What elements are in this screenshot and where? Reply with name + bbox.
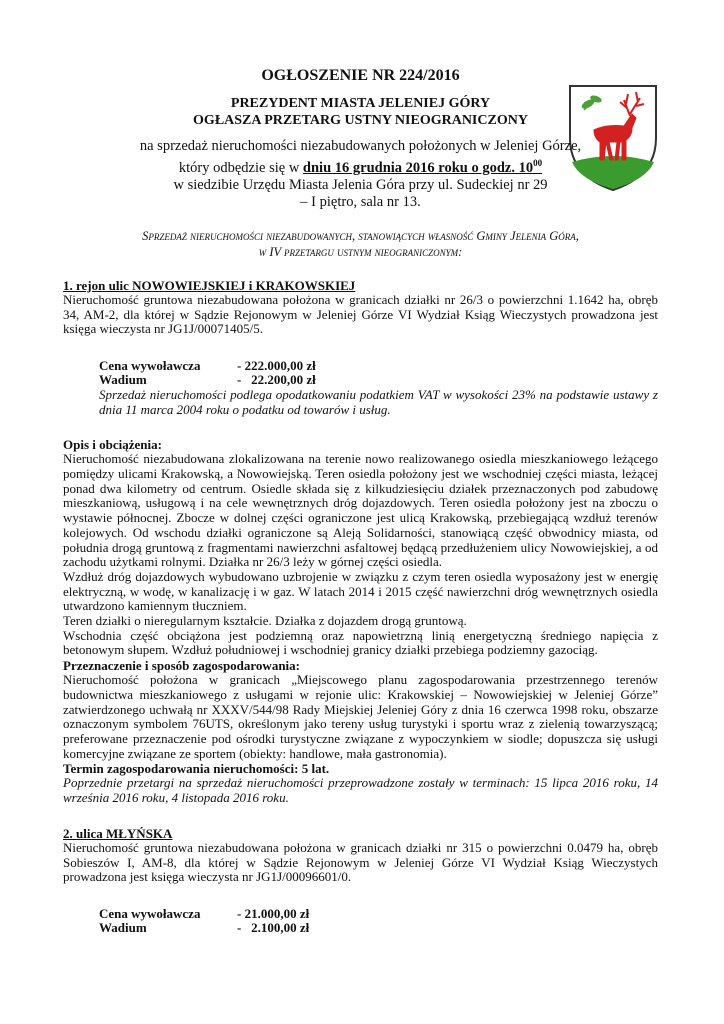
intro-line-b [63, 155, 658, 177]
opis-paragraph-2: Wzdłuż dróg dojazdowych wybudowano uzbrojenie w związku z czym teren osiedla wyposażony jest w energię elektryczną, w wodę, w kanalizację i w gaz. W latach 2014 i 2015 część nawierzchni dróg wewnętrznych osiedla utwardzono kamiennym tłuczniem. [63, 568, 658, 614]
auction-date [303, 160, 542, 176]
deposit-label: Wadium [99, 920, 147, 936]
section-2 [63, 826, 658, 936]
przeznaczenie-title: Przeznaczenie i sposób zagospodarowania: [63, 658, 300, 674]
section-1 [63, 278, 658, 806]
intro-line-c: w siedzibie Urzędu Miasta Jelenia Góra przy ul. Sudeckiej nr 29 [173, 176, 548, 193]
vat-note: Sprzedaż nieruchomości podlega opodatkowaniu podatkiem VAT w wysokości 23% na podstawie ustawy z dnia 11 marca 2004 roku o podatku od towarów i usług. [99, 386, 658, 417]
opis-paragraph-4: Wschodnia część obciążona jest podziemną oraz napowietrzną linią energetyczną średniego napięcia z betonowym słupem. Wzdłuż południowej i wschodniej granicy działki przebiega podziemny gazociąg. [63, 627, 658, 658]
previous-auctions: Poprzednie przetargi na sprzedaż nieruchomości przeprowadzone zostały w terminach: 15 lipca 2016 roku, 14 września 2016 roku, 4 listopada 2016 roku. [63, 775, 658, 806]
intro-line-d: – I piętro, sala nr 13. [300, 193, 421, 210]
intro-b-pre: który odbędzie się w [178, 159, 303, 176]
subtitle-line-b: w IV przetargu ustnym nieograniczonym: [258, 244, 463, 259]
section-2-title: 2. ulica MŁYŃSKA [63, 825, 173, 841]
section-1-title: 1. rejon ulic NOWOWIEJSKIEJ i KRAKOWSKIEJ [63, 277, 356, 293]
price-value: - 222.000,00 zł [237, 357, 316, 373]
deposit-label: Wadium [99, 372, 147, 388]
przeznaczenie-paragraph: Nieruchomość położona w granicach „Miejscowego planu zagospodarowania przestrzennego terenów budownictwa mieszkaniowego z usługami w rejonie ulic: Krakowskiej – Nowowiejskiej w Jeleniej Górze” zatwierdzonego uchwałą nr XXXV/544/98 Rady Miejskiej Jeleniej Góry z dnia 16 czerwca 1998 roku, obszarze oznaczonym symbolem 76UTS, określonym jako tereny usług turystyki i sportu wraz z zielenią towarzyszącą; preferowane przeznaczenie pod ośrodki turystyczne związane z wypoczynkiem w siodle; dopuszcza się usługi komercyjne związane ze sportem (obiekty: handlowe, mała gastronomia). [63, 672, 658, 761]
opis-paragraph-1: Nieruchomość niezabudowana zlokalizowana na terenie nowo realizowanego osiedla mieszkaniowego leżącego pomiędzy ulicami Krakowską, a Nowowiejską. Teren osiedla położony jest we wschodniej części miasta, leżącej ponad dwa kilometry od centrum. Osiedle składa się z kilkudziesięciu działek przeznaczonych pod zabudowę mieszkaniową, usługową i na cele wewnętrznych dróg dojazdowych. Teren osiedla położony jest na zboczu o wystawie północnej. Zbocze w dolnej części ograniczone jest ulicą Krakowską, przebiegającą wzdłuż terenów kolejowych. Od wschodu działki ograniczone są Aleją Solidarności, stanowiącą część obwodnicy miasta, od południa drogą gruntową z fragmentami nawierzchni asfaltowej będącą przedłużeniem ulicy Nowowiejskiej, a od zachodu użytkami rolnymi. Działka nr 26/3 leży w górnej części osiedla. [63, 451, 658, 570]
section-2-price-table [99, 907, 309, 936]
termin-line: Termin zagospodarowania nieruchomości: 5 lat. [63, 761, 330, 777]
opis-paragraph-3: Teren działki o nieregularnym kształcie. Działka z dojazdem drogą gruntową. [63, 613, 467, 629]
intro-line-a: na sprzedaż nieruchomości niezabudowanych położonych w Jeleniej Górze, [139, 138, 582, 154]
price-label: Cena wywoławcza [99, 905, 201, 921]
header [63, 66, 658, 260]
auction-date-text: dniu 16 grudnia 2016 roku o godz. 10 [302, 159, 534, 176]
price-label: Cena wywoławcza [99, 357, 201, 373]
section-1-desc: Nieruchomość gruntowa niezabudowana położona w granicach działki nr 26/3 o powierzchni 1.1642 ha, obręb 34, AM-2, dla której w Sądzie Rejonowym w Jeleniej Górze VI Wydział Ksiąg Wieczystych prowadzona jest księga wieczysta nr JG1J/00071405/5. [63, 291, 658, 337]
price-value: - 21.000,00 zł [237, 905, 310, 921]
document-page [63, 66, 658, 936]
auction-time-minutes: 00 [533, 158, 543, 168]
subtitle-line-a: Sprzedaż nieruchomości niezabudowanych, stanowiących własność Gminy Jelenia Góra, [142, 228, 579, 243]
header-line1: PREZYDENT MIASTA JELENIEJ GÓRY [230, 96, 491, 111]
announcement-title: OGŁOSZENIE NR 224/2016 [261, 67, 460, 84]
section-1-price-table [99, 359, 316, 388]
opis-title: Opis i obciążenia: [63, 437, 162, 453]
deposit-value: - 2.100,00 zł [237, 920, 310, 936]
section-2-desc: Nieruchomość gruntowa niezabudowana położona w granicach działki nr 315 o powierzchni 0.0479 ha, obręb Sobieszów I, AM-8, dla której w Sądzie Rejonowym w Jeleniej Górze VI Wydział Ksiąg Wieczystych prowadzona jest księga wieczysta nr JG1J/00096601/0. [63, 839, 658, 885]
header-line2: OGŁASZA PRZETARG USTNY NIEOGRANICZONY [193, 113, 528, 128]
deposit-value: - 22.200,00 zł [237, 372, 316, 388]
